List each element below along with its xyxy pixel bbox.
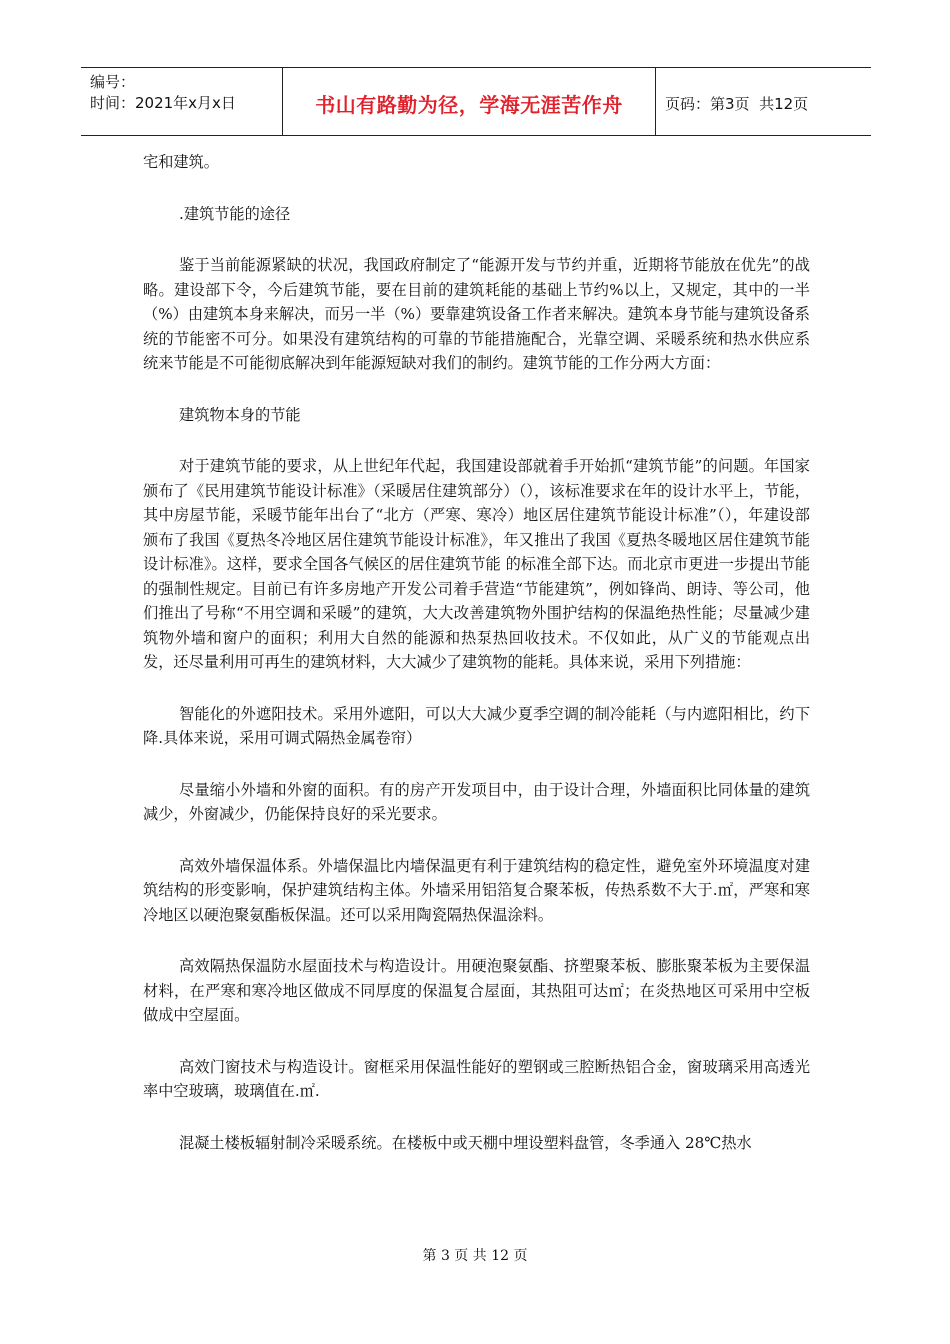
paragraph: 对于建筑节能的要求，从上世纪年代起，我国建设部就着手开始抓“建筑节能”的问题。年国家颁布了《民用建筑节能设计标准》（采暖居住建筑部分）（），该标准要求在年的设计水平上，节能，其中房屋节能，采暖节能年出台了“北方（严寒、寒冷）地区居住建筑节能设计标准”（），年建设部颁布了我国《夏热冬冷地区居住建筑节能设计标准》，年又推出了我国《夏热冬暖地区居住建筑节能设计标准》。这样，要求全国各气候区的居住建筑节能 的标准全部下达。而北京市更进一步提出节能的强制性规定。目前已有许多房地产开发公司着手营造“节能建筑”，例如锋尚、朗诗、等公司，他们推出了号称“不用空调和采暖”的建筑，大大改善建筑物外围护结构的保温绝热性能；尽量减少建筑物外墙和窗户的面积；利用大自然的能源和热泵热回收技术。不仅如此，从广义的节能观点出发，还尽量利用可再生的建筑材料，大大减少了建筑物的能耗。具体来说，采用下列措施： — [143, 457, 810, 671]
subsection-heading: 建筑物本身的节能 — [179, 405, 301, 424]
document-body — [143, 150, 810, 1182]
header-meta — [81, 68, 282, 135]
page-header — [81, 67, 871, 136]
paragraph: 智能化的外遮阳技术。采用外遮阳，可以大大减少夏季空调的制冷能耗（与内遮阳相比，约下降.具体来说，采用可调式隔热金属卷帘） — [143, 704, 810, 747]
header-motto-cell — [282, 68, 656, 135]
doc-number-label: 编号： — [90, 73, 136, 91]
page-footer — [0, 1245, 950, 1265]
paragraph: 鉴于当前能源紧缺的状况，我国政府制定了“能源开发与节约并重，近期将节能放在优先”的战略。建设部下令，今后建筑节能，要在目前的建筑耗能的基础上节约%以上，又规定，其中的一半（%）由建筑本身来解决，而另一半（%）要靠建筑设备工作者来解决。建筑本身节能与建筑设备系统的节能密不可分。如果没有建筑结构的可靠的节能措施配合，光靠空调、采暖系统和热水供应系统来节能是不可能彻底解决到年能源短缺对我们的制约。建筑节能的工作分两大方面： — [143, 256, 810, 372]
paragraph: 尽量缩小外墙和外窗的面积。有的房产开发项目中，由于设计合理，外墙面积比同体量的建筑减少，外窗减少，仍能保持良好的采光要求。 — [143, 780, 810, 823]
paragraph: 混凝土楼板辐射制冷采暖系统。在楼板中或天棚中埋设塑料盘管，冬季通入 28℃热水 — [179, 1133, 752, 1152]
paragraph: 高效隔热保温防水屋面技术与构造设计。用硬泡聚氨酯、挤塑聚苯板、膨胀聚苯板为主要保温材料，在严寒和寒冷地区做成不同厚度的保温复合屋面，其热阻可达㎡；在炎热地区可采用中空板做成中空屋面。 — [143, 957, 810, 1024]
section-heading: .建筑节能的途径 — [179, 204, 291, 223]
paragraph: 宅和建筑。 — [143, 153, 219, 171]
paragraph: 高效门窗技术与构造设计。窗框采用保温性能好的塑钢或三腔断热铝合金，窗玻璃采用高透光率中空玻璃，玻璃值在.㎡. — [143, 1057, 810, 1100]
header-page-cell — [656, 68, 871, 135]
paragraph: 高效外墙保温体系。外墙保温比内墙保温更有利于建筑结构的稳定性，避免室外环境温度对建筑结构的形变影响，保护建筑结构主体。外墙采用铝箔复合聚苯板，传热系数不大于.㎡，严寒和寒冷地区以硬泡聚氨酯板保温。还可以采用陶瓷隔热保温涂料。 — [143, 856, 810, 924]
footer-page-number: 第 3 页 共 12 页 — [422, 1248, 528, 1264]
date-label: 时间：2021年x月x日 — [90, 94, 236, 112]
motto-text: 书山有路勤为径，学海无涯苦作舟 — [315, 93, 623, 117]
page-label: 页码：第3页 共12页 — [665, 95, 809, 113]
